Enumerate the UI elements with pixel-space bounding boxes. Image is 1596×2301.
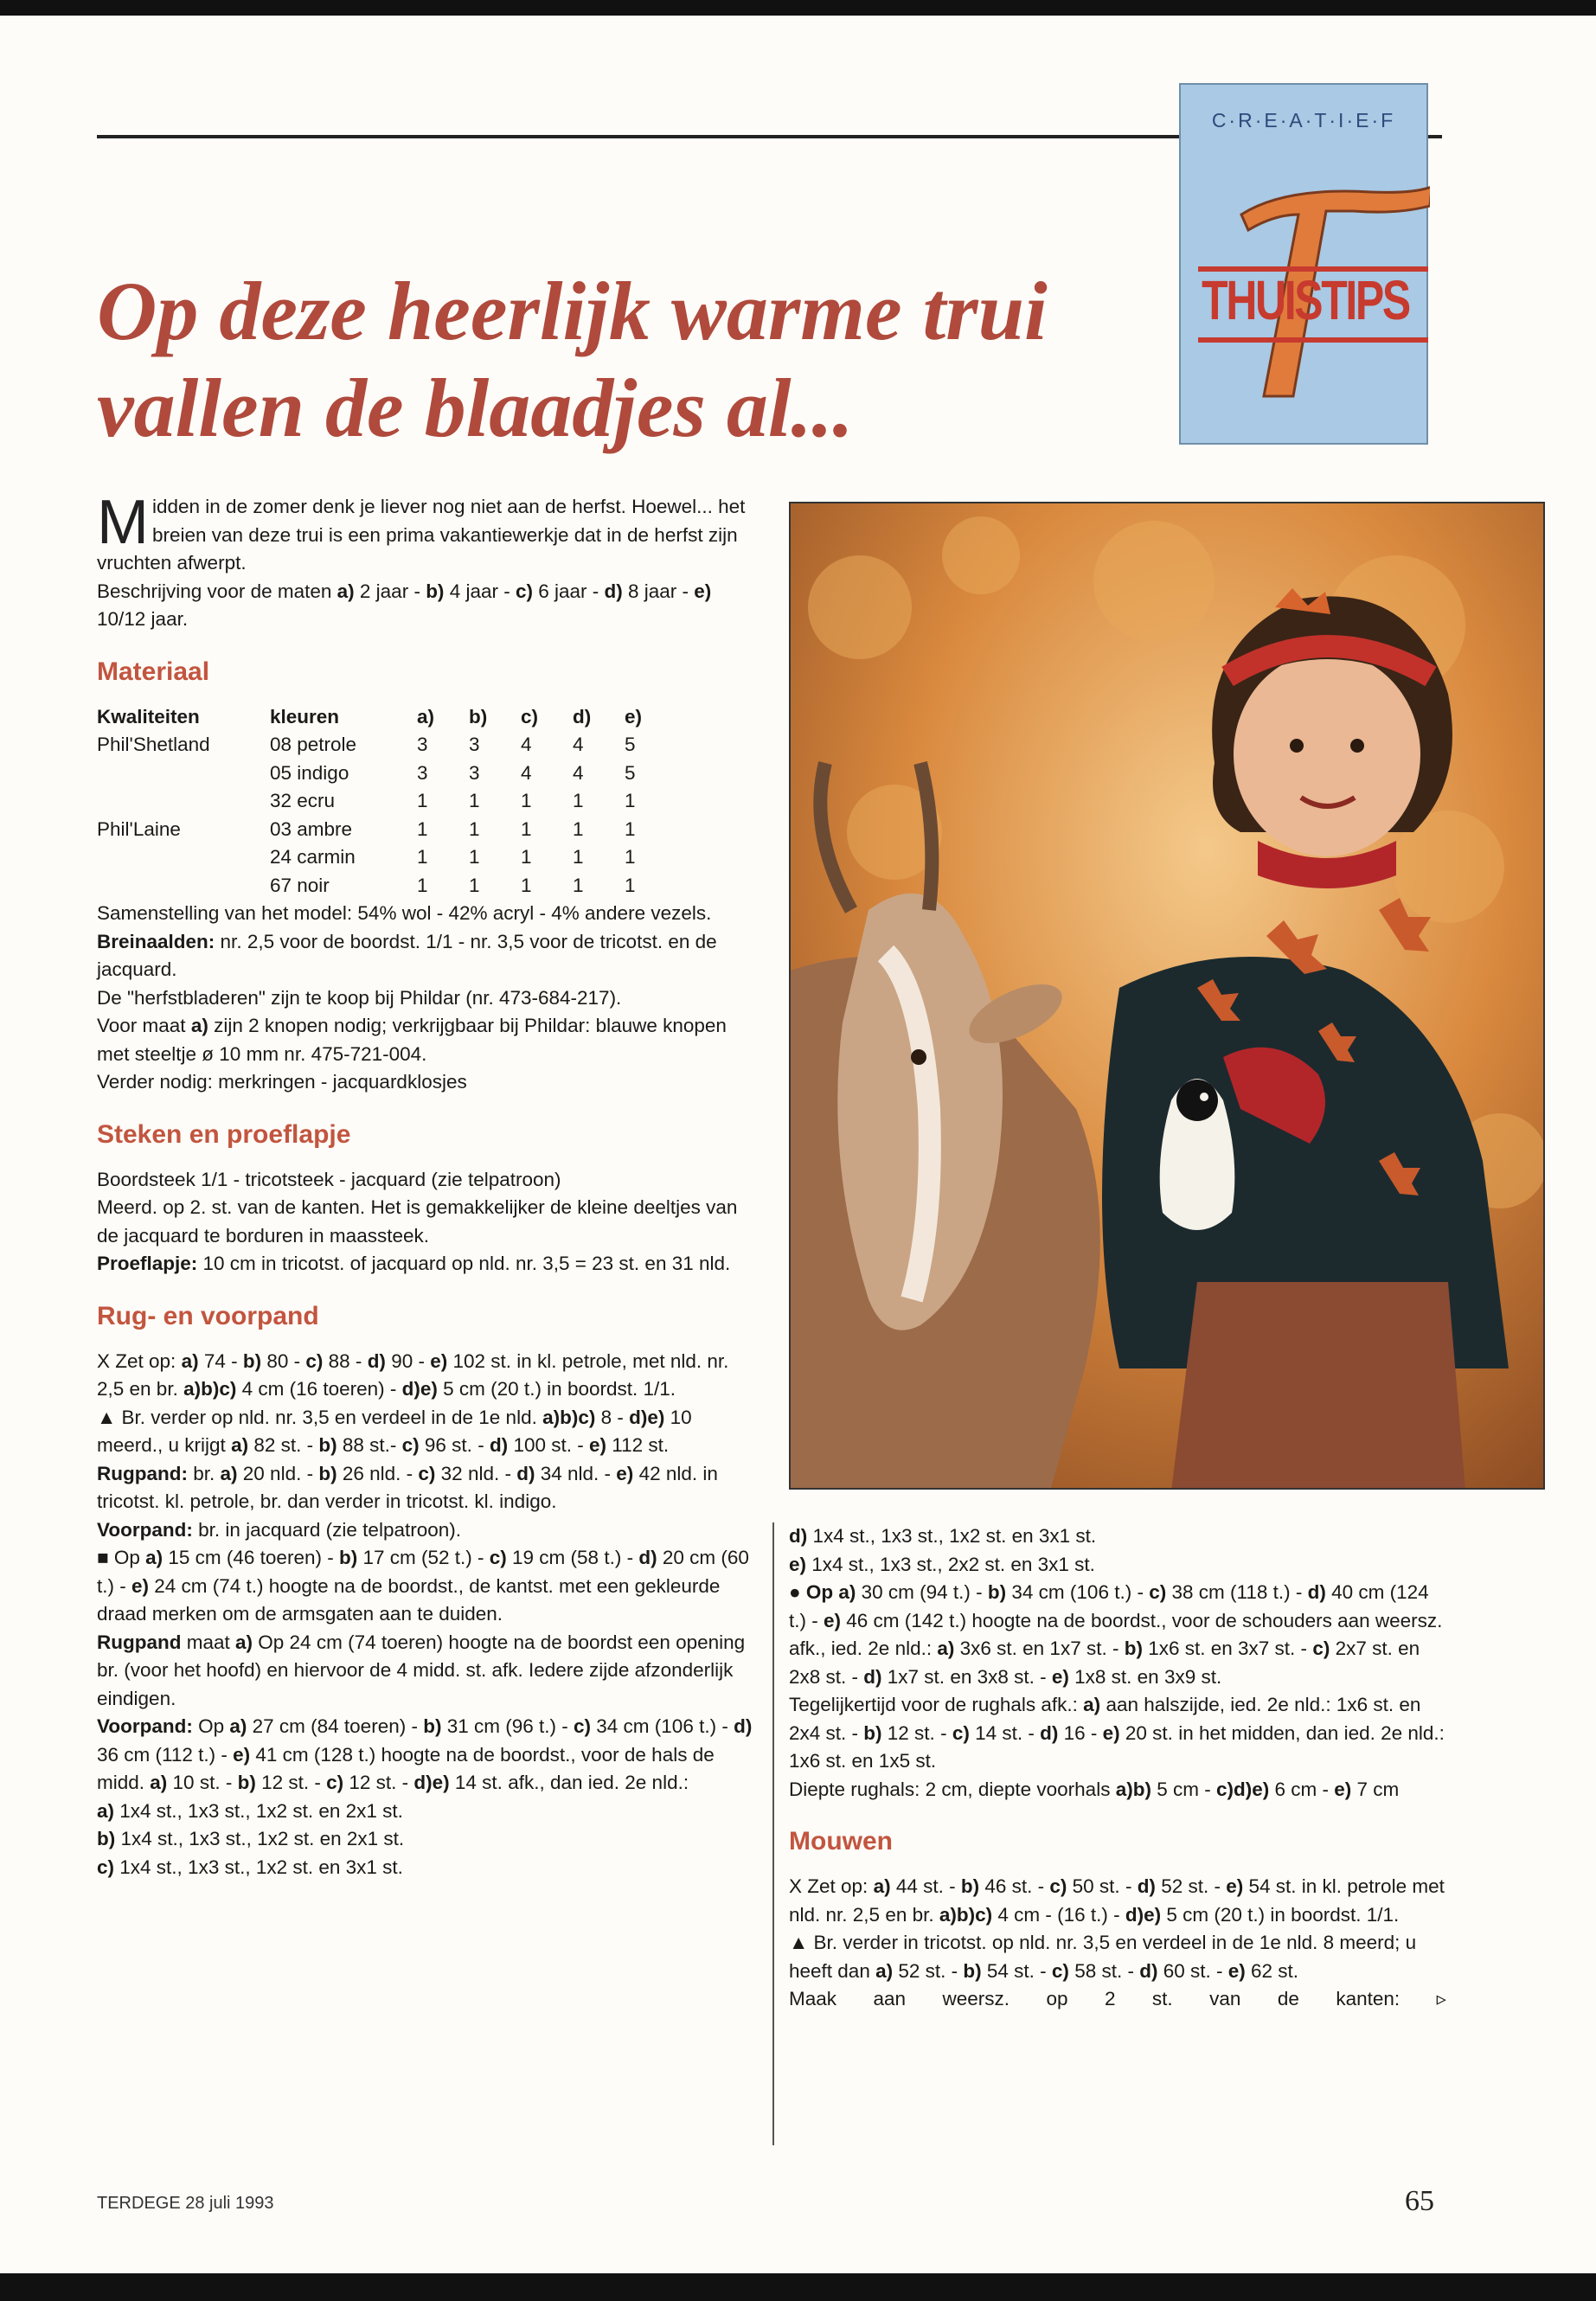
text-run: 88 st.- xyxy=(337,1434,402,1456)
text-run: 2x7 st. en 2x8 st. - xyxy=(789,1638,1420,1688)
materiaal-row xyxy=(97,731,676,760)
breinaalden-text: nr. 2,5 voor de boordst. 1/1 - nr. 3,5 voor de tricotst. en de jacquard. xyxy=(97,930,717,980)
size-desc: 8 jaar - xyxy=(622,580,695,602)
text-run: c) xyxy=(418,1462,436,1484)
breinaalden-label: Breinaalden: xyxy=(97,930,215,952)
text-run: d) xyxy=(367,1349,386,1372)
amount-cell: 1 xyxy=(417,874,428,896)
logo-brand: THUISTIPS xyxy=(1202,269,1409,331)
kleur-cell: 24 carmin xyxy=(270,846,356,868)
amount-cell: 1 xyxy=(469,790,480,811)
size-value: 1x4 st., 1x3 st., 1x2 st. en 3x1 st. xyxy=(807,1525,1097,1547)
word: de xyxy=(1277,1988,1299,2009)
text-run: 1x7 st. en 3x8 st. - xyxy=(881,1665,1052,1688)
knopen-a: Voor maat xyxy=(97,1015,191,1036)
col-size: c) xyxy=(521,705,539,727)
dropcap: M xyxy=(97,488,149,557)
amount-cell: 4 xyxy=(521,734,532,755)
text-run: d) xyxy=(638,1547,657,1568)
text-run: d) xyxy=(863,1665,882,1688)
materiaal-row xyxy=(97,872,676,901)
size-value: 1x4 st., 1x3 st., 1x2 st. en 2x1 st. xyxy=(115,1828,405,1849)
headline-line-2: vallen de blaadjes al... xyxy=(97,362,854,454)
materiaal-heading: Materiaal xyxy=(97,657,210,686)
amount-cell: 1 xyxy=(417,790,428,811)
steken-heading: Steken en proeflapje xyxy=(97,1119,351,1149)
word: weersz. xyxy=(942,1988,1010,2009)
text-run: e) xyxy=(233,1743,251,1766)
size-key: b) xyxy=(426,580,445,602)
text-run: 27 cm (84 toeren) - xyxy=(247,1715,424,1737)
size-value: 1x4 st., 1x3 st., 1x2 st. en 2x1 st. xyxy=(114,1799,403,1822)
word: van xyxy=(1209,1988,1241,2009)
materiaal-header-row xyxy=(97,703,676,732)
col-size: d) xyxy=(573,705,592,727)
text-run: 1x6 st. en 3x7 st. - xyxy=(1142,1638,1313,1659)
text-run: X Zet op: xyxy=(789,1875,874,1897)
text-run: c) xyxy=(401,1434,420,1456)
text-run: e) xyxy=(588,1434,606,1456)
text-run: b) xyxy=(963,1959,982,1982)
amount-cell: 1 xyxy=(417,817,428,840)
text-run: 60 st. - xyxy=(1157,1959,1228,1982)
text-run: b) xyxy=(423,1715,442,1737)
text-run: ▲ Br. verder in tricotst. op nld. nr. 3,5 en verdeel in de 1e nld. 8 meerd; u heeft dan xyxy=(789,1932,1417,1982)
text-run: a) xyxy=(231,1434,249,1456)
page-number: 65 xyxy=(1405,2185,1434,2217)
text-run: 32 nld. - xyxy=(435,1462,517,1484)
text-run: 24 cm (74 t.) hoogte na de boordst., de kantst. met een gekleurde draad merken om de armsgaten aan te duiden. xyxy=(97,1574,721,1625)
text-run: 34 nld. - xyxy=(535,1462,617,1484)
photo-illustration xyxy=(791,503,1545,1490)
text-run: 12 st. - xyxy=(255,1772,327,1793)
size-key: a) xyxy=(97,1799,115,1822)
rug-size-lines xyxy=(97,1798,754,1882)
kleur-cell: 32 ecru xyxy=(270,790,336,811)
text-run: e) xyxy=(1227,1959,1246,1982)
kleur-cell: 05 indigo xyxy=(270,761,349,784)
proef-text: 10 cm in tricotst. of jacquard op nld. nr. 3,5 = 23 st. en 31 nld. xyxy=(197,1253,731,1274)
text-run: 1x8 st. en 3x9 st. xyxy=(1068,1665,1222,1688)
text-run: a) xyxy=(875,1959,894,1982)
size-key: c) xyxy=(515,580,533,602)
text-run: a) xyxy=(873,1875,891,1897)
amount-cell: 5 xyxy=(625,734,636,755)
text-run: 102 st. in kl. petrole, met nld. nr. 2,5 en br. xyxy=(97,1349,729,1400)
sizes-paragraph xyxy=(97,578,754,634)
text-run: 52 st. - xyxy=(893,1959,964,1982)
text-run: 38 cm (118 t.) - xyxy=(1166,1581,1308,1603)
text-run: e) xyxy=(131,1574,150,1597)
text-run: 19 cm (58 t.) - xyxy=(506,1547,639,1568)
mouwen-heading: Mouwen xyxy=(789,1827,893,1856)
mouwen-last-line xyxy=(789,1985,1446,2014)
kleur-cell: 08 petrole xyxy=(270,734,357,755)
size-key: d) xyxy=(789,1525,808,1547)
kwaliteit-cell xyxy=(97,872,270,901)
text-run: b) xyxy=(242,1349,262,1372)
amount-cell: 4 xyxy=(573,761,584,784)
materiaal-row xyxy=(97,787,676,816)
size-key: c) xyxy=(97,1856,115,1878)
text-run: d) xyxy=(489,1434,509,1456)
size-desc: 2 jaar - xyxy=(354,580,426,602)
rug-p1 xyxy=(97,1348,754,1404)
amount-cell: 1 xyxy=(625,874,636,896)
proeflapje xyxy=(97,1250,754,1279)
text-run: a)b) xyxy=(1115,1778,1151,1800)
text-run: b) xyxy=(318,1462,337,1484)
text-run: a) xyxy=(150,1772,168,1793)
amount-cell: 3 xyxy=(417,761,428,784)
text-run: 54 st. - xyxy=(981,1959,1052,1982)
text-run: 74 - xyxy=(198,1349,243,1372)
logo-t-glyph-icon xyxy=(1181,85,1430,446)
text-run: 20 st. in het midden, dan ied. 2e nld.: 1x6 st. en 1x5 st. xyxy=(789,1721,1445,1772)
amount-cell: 1 xyxy=(521,846,532,868)
text-run: 17 cm (52 t.) - xyxy=(357,1547,490,1568)
text-run: c)d)e) xyxy=(1215,1778,1270,1800)
text-run: a) xyxy=(181,1349,199,1372)
text-run: br. in jacquard (zie telpatroon). xyxy=(192,1518,461,1541)
text-run: 3x6 st. en 1x7 st. - xyxy=(954,1638,1125,1659)
materiaal-row xyxy=(97,816,676,844)
knopen-c: zijn 2 knopen nodig; verkrijgbaar bij Phildar: blauwe knopen met steeltje ø 10 mm nr. 475-721-004. xyxy=(97,1015,727,1065)
right-p-diep xyxy=(789,1776,1446,1804)
word: st. xyxy=(1151,1988,1173,2009)
word: op xyxy=(1046,1988,1068,2009)
size-line xyxy=(789,1551,1446,1580)
word: ▹ xyxy=(1436,1988,1446,2009)
right-size-lines xyxy=(789,1522,1446,1579)
word: aan xyxy=(873,1988,907,2009)
left-column xyxy=(97,488,754,1881)
text-run: b) xyxy=(863,1721,882,1744)
kwaliteit-cell: Phil'Laine xyxy=(97,817,181,840)
text-run: c) xyxy=(1051,1959,1069,1982)
text-run: d)e) xyxy=(629,1406,665,1428)
text-run: 54 st. in kl. petrole met nld. nr. 2,5 en br. xyxy=(789,1875,1445,1926)
amount-cell: 1 xyxy=(521,790,532,811)
herfstbladeren: De "herfstbladeren" zijn te koop bij Phildar (nr. 473-684-217). xyxy=(97,986,622,1009)
right-p-dot xyxy=(789,1579,1446,1691)
photo-girl-with-goat xyxy=(789,502,1545,1490)
sizes-lead: Beschrijving voor de maten xyxy=(97,580,337,602)
text-run: 5 cm (20 t.) in boordst. 1/1. xyxy=(1161,1903,1400,1926)
amount-cell: 3 xyxy=(417,734,428,755)
text-run: 82 st. - xyxy=(248,1434,319,1456)
text-run: 5 cm (20 t.) in boordst. 1/1. xyxy=(437,1378,676,1400)
text-run: 31 cm (96 t.) - xyxy=(441,1715,574,1737)
text-run: 112 st. xyxy=(606,1434,670,1456)
amount-cell: 4 xyxy=(573,734,584,755)
mouwen-p1 xyxy=(789,1873,1446,1929)
scan-border-top xyxy=(0,0,1596,16)
text-run: 41 cm (128 t.) hoogte na de boordst., voor de hals de midd. xyxy=(97,1743,715,1793)
size-key: b) xyxy=(97,1828,116,1849)
text-run: 15 cm (46 toeren) - xyxy=(163,1547,339,1568)
size-desc: 4 jaar - xyxy=(444,580,516,602)
text-run: a) xyxy=(838,1581,856,1603)
text-run: 50 st. - xyxy=(1067,1875,1138,1897)
steken-p2: Meerd. op 2. st. van de kanten. Het is gemakkelijker de kleine deeltjes van de jacquard te borduren in maassteek. xyxy=(97,1196,738,1247)
text-run: 14 st. - xyxy=(969,1721,1041,1744)
rug-p2 xyxy=(97,1404,754,1460)
text-run: b) xyxy=(1124,1638,1143,1659)
size-line xyxy=(97,1854,754,1882)
steken-p1: Boordsteek 1/1 - tricotsteek - jacquard (zie telpatroon) xyxy=(97,1168,561,1190)
text-run: c) xyxy=(574,1715,592,1737)
size-value: 1x4 st., 1x3 st., 1x2 st. en 3x1 st. xyxy=(114,1856,403,1878)
text-run: c) xyxy=(952,1721,970,1744)
kwaliteit-cell xyxy=(97,760,270,788)
amount-cell: 1 xyxy=(469,874,480,896)
text-run: a) xyxy=(937,1638,955,1659)
verder-nodig: Verder nodig: merkringen - jacquardklosjes xyxy=(97,1071,467,1093)
text-run: 46 cm (142 t.) hoogte na de boordst., voor de schouders aan weersz. afk., ied. 2e nld.: xyxy=(789,1609,1443,1659)
thuistips-logo xyxy=(1179,83,1428,445)
text-run: maat xyxy=(181,1631,236,1653)
text-run: a) xyxy=(235,1631,253,1653)
text-run: a)b)c) xyxy=(183,1378,237,1400)
text-run: 10 st. - xyxy=(167,1772,238,1793)
materiaal-row xyxy=(97,760,676,788)
size-desc: 6 jaar - xyxy=(532,580,605,602)
text-run: c) xyxy=(1149,1581,1167,1603)
text-run: e) xyxy=(1226,1875,1244,1897)
amount-cell: 1 xyxy=(521,874,532,896)
size-line xyxy=(97,1825,754,1854)
text-run: d) xyxy=(1139,1959,1158,1982)
text-run: Op xyxy=(192,1715,230,1737)
kleur-cell: 67 noir xyxy=(270,874,330,896)
knopen-b: a) xyxy=(190,1015,208,1036)
col-kwaliteit: Kwaliteiten xyxy=(97,705,200,727)
col-size: a) xyxy=(417,705,435,727)
text-run: a) xyxy=(229,1715,247,1737)
amount-cell: 1 xyxy=(573,790,584,811)
amount-cell: 1 xyxy=(469,846,480,868)
text-run: Voorpand: xyxy=(97,1518,193,1541)
word: 2 xyxy=(1104,1988,1116,2009)
text-run: e) xyxy=(1334,1778,1352,1800)
text-run: 20 cm (60 t.) - xyxy=(97,1547,749,1597)
headline xyxy=(97,263,1170,457)
text-run: 58 st. - xyxy=(1068,1959,1140,1982)
text-run: d)e) xyxy=(1125,1903,1162,1926)
text-run: 62 st. xyxy=(1245,1959,1299,1982)
text-run: 26 nld. - xyxy=(337,1462,419,1484)
text-run: 12 st. - xyxy=(881,1721,952,1744)
knopen xyxy=(97,1012,754,1068)
kwaliteit-cell: Phil'Shetland xyxy=(97,734,210,755)
size-key: e) xyxy=(789,1553,807,1575)
size-key: d) xyxy=(604,580,623,602)
samenstelling: Samenstelling van het model: 54% wol - 42% acryl - 4% andere vezels. xyxy=(97,902,712,924)
rug-heading: Rug- en voorpand xyxy=(97,1301,319,1330)
proef-label: Proeflapje: xyxy=(97,1253,198,1274)
text-run: 88 - xyxy=(323,1349,368,1372)
amount-cell: 1 xyxy=(573,846,584,868)
mouwen-p2 xyxy=(789,1929,1446,1985)
text-run: d) xyxy=(734,1715,753,1737)
text-run: br. xyxy=(187,1462,221,1484)
text-run: aan halszijde, ied. 2e nld.: 1x6 st. en 2x4 st. - xyxy=(789,1694,1421,1744)
amount-cell: 5 xyxy=(625,761,636,784)
text-run: 4 cm - (16 t.) - xyxy=(992,1903,1125,1926)
text-run: ■ Op xyxy=(97,1547,146,1568)
text-run: 40 cm (124 t.) - xyxy=(789,1581,1429,1631)
amount-cell: 1 xyxy=(625,790,636,811)
text-run: d)e) xyxy=(401,1378,438,1400)
text-run: a)b)c) xyxy=(542,1406,596,1428)
amount-cell: 1 xyxy=(521,817,532,840)
text-run: 5 cm - xyxy=(1151,1778,1216,1800)
col-kleur: kleuren xyxy=(270,705,340,727)
rug-p6 xyxy=(97,1629,754,1714)
text-run: e) xyxy=(824,1609,842,1631)
kleur-cell: 03 ambre xyxy=(270,817,353,840)
text-run: 44 st. - xyxy=(890,1875,961,1897)
text-run: 34 cm (106 t.) - xyxy=(1006,1581,1150,1603)
text-run: ● Op xyxy=(789,1581,839,1603)
text-run: 12 st. - xyxy=(343,1772,414,1793)
materiaal-body xyxy=(97,731,676,900)
text-run: 8 - xyxy=(595,1406,630,1428)
text-run: Diepte rughals: 2 cm, diepte voorhals xyxy=(789,1778,1116,1800)
size-desc: 10/12 jaar. xyxy=(97,608,189,630)
text-run: a)b)c) xyxy=(939,1903,993,1926)
text-run: 7 cm xyxy=(1351,1778,1400,1800)
footer-source: TERDEGE 28 juli 1993 xyxy=(97,2194,274,2213)
breinaalden xyxy=(97,928,754,984)
text-run: 46 st. - xyxy=(979,1875,1050,1897)
rug-p5 xyxy=(97,1544,754,1629)
column-divider xyxy=(772,1522,774,2145)
kwaliteit-cell xyxy=(97,787,270,816)
text-run: 80 - xyxy=(261,1349,306,1372)
text-run: 14 st. afk., dan ied. 2e nld.: xyxy=(449,1772,689,1793)
col-size: b) xyxy=(469,705,488,727)
amount-cell: 3 xyxy=(469,734,480,755)
size-key: a) xyxy=(337,580,355,602)
scan-border-bottom xyxy=(0,2273,1596,2301)
kwaliteit-cell xyxy=(97,843,270,872)
text-run: e) xyxy=(616,1462,634,1484)
col-size: e) xyxy=(625,705,643,727)
amount-cell: 1 xyxy=(573,874,584,896)
text-run: 90 - xyxy=(385,1349,431,1372)
text-run: 20 nld. - xyxy=(237,1462,319,1484)
rug-p3 xyxy=(97,1460,754,1516)
text-run: Op 24 cm (74 toeren) hoogte na de boordst een opening br. (voor het hoofd) en hiervoor de 4 midd. st. afk. Iedere zijde afzonderlijk eindigen. xyxy=(97,1631,746,1709)
text-run: 4 cm (16 toeren) - xyxy=(236,1378,402,1400)
text-run: Rugpand xyxy=(97,1631,182,1653)
right-p-teg xyxy=(789,1691,1446,1776)
text-run: 42 nld. in tricotst. kl. petrole, br. dan verder in tricotst. kl. indigo. xyxy=(97,1462,718,1512)
text-run: d) xyxy=(516,1462,535,1484)
size-line xyxy=(97,1798,754,1826)
size-line xyxy=(789,1522,1446,1551)
text-run: a) xyxy=(220,1462,238,1484)
text-run: d) xyxy=(1307,1581,1326,1603)
text-run: c) xyxy=(1049,1875,1067,1897)
text-run: b) xyxy=(318,1434,337,1456)
text-run: b) xyxy=(338,1547,358,1568)
text-run: d) xyxy=(1137,1875,1156,1897)
text-run: e) xyxy=(430,1349,448,1372)
text-run: 52 st. - xyxy=(1155,1875,1227,1897)
rug-p4 xyxy=(97,1516,754,1545)
amount-cell: 4 xyxy=(521,761,532,784)
text-run: c) xyxy=(326,1772,344,1793)
text-run: c) xyxy=(305,1349,324,1372)
text-run: ▲ Br. verder op nld. nr. 3,5 en verdeel in de 1e nld. xyxy=(97,1406,543,1428)
text-run: 36 cm (112 t.) - xyxy=(97,1743,234,1766)
text-run: 34 cm (106 t.) - xyxy=(591,1715,734,1737)
text-run: Voorpand: xyxy=(97,1715,193,1737)
text-run: 10 meerd., u krijgt xyxy=(97,1406,692,1456)
intro-paragraph xyxy=(97,488,754,578)
text-run: a) xyxy=(145,1547,163,1568)
size-key: e) xyxy=(694,580,712,602)
intro-text: idden in de zomer denk je liever nog niet aan de herfst. Hoewel... het breien van deze trui is een prima vakantiewerkje dat in de herfst zijn vruchten afwerpt. xyxy=(97,496,746,574)
word: Maak xyxy=(789,1988,837,2009)
text-run: c) xyxy=(489,1547,507,1568)
headline-line-1: Op deze heerlijk warme trui xyxy=(97,265,1048,357)
text-run: b) xyxy=(987,1581,1007,1603)
text-run: 6 cm - xyxy=(1269,1778,1335,1800)
amount-cell: 1 xyxy=(573,817,584,840)
text-run: d)e) xyxy=(413,1772,450,1793)
amount-cell: 1 xyxy=(417,846,428,868)
text-run: e) xyxy=(1102,1721,1120,1744)
amount-cell: 1 xyxy=(625,817,636,840)
amount-cell: 3 xyxy=(469,761,480,784)
text-run: 30 cm (94 t.) - xyxy=(856,1581,988,1603)
text-run: b) xyxy=(237,1772,256,1793)
text-run: d) xyxy=(1040,1721,1059,1744)
size-value: 1x4 st., 1x3 st., 2x2 st. en 3x1 st. xyxy=(806,1553,1095,1575)
text-run: e) xyxy=(1051,1665,1069,1688)
text-run: c) xyxy=(1312,1638,1330,1659)
right-column xyxy=(789,1522,1446,2014)
materiaal-row xyxy=(97,843,676,872)
text-run: Tegelijkertijd voor de rughals afk.: xyxy=(789,1694,1084,1715)
text-run: X Zet op: xyxy=(97,1349,182,1372)
amount-cell: 1 xyxy=(469,817,480,840)
text-run: b) xyxy=(960,1875,980,1897)
text-run: 16 - xyxy=(1058,1721,1103,1744)
text-run: a) xyxy=(1083,1694,1101,1715)
text-run: 96 st. - xyxy=(419,1434,490,1456)
text-run: Rugpand: xyxy=(97,1462,188,1484)
word: kanten: xyxy=(1336,1988,1401,2009)
rug-p7 xyxy=(97,1713,754,1798)
logo-creatief: C·R·E·A·T·I·E·F xyxy=(1211,109,1396,131)
text-run: 100 st. - xyxy=(508,1434,589,1456)
amount-cell: 1 xyxy=(625,846,636,868)
materiaal-table xyxy=(97,703,676,901)
